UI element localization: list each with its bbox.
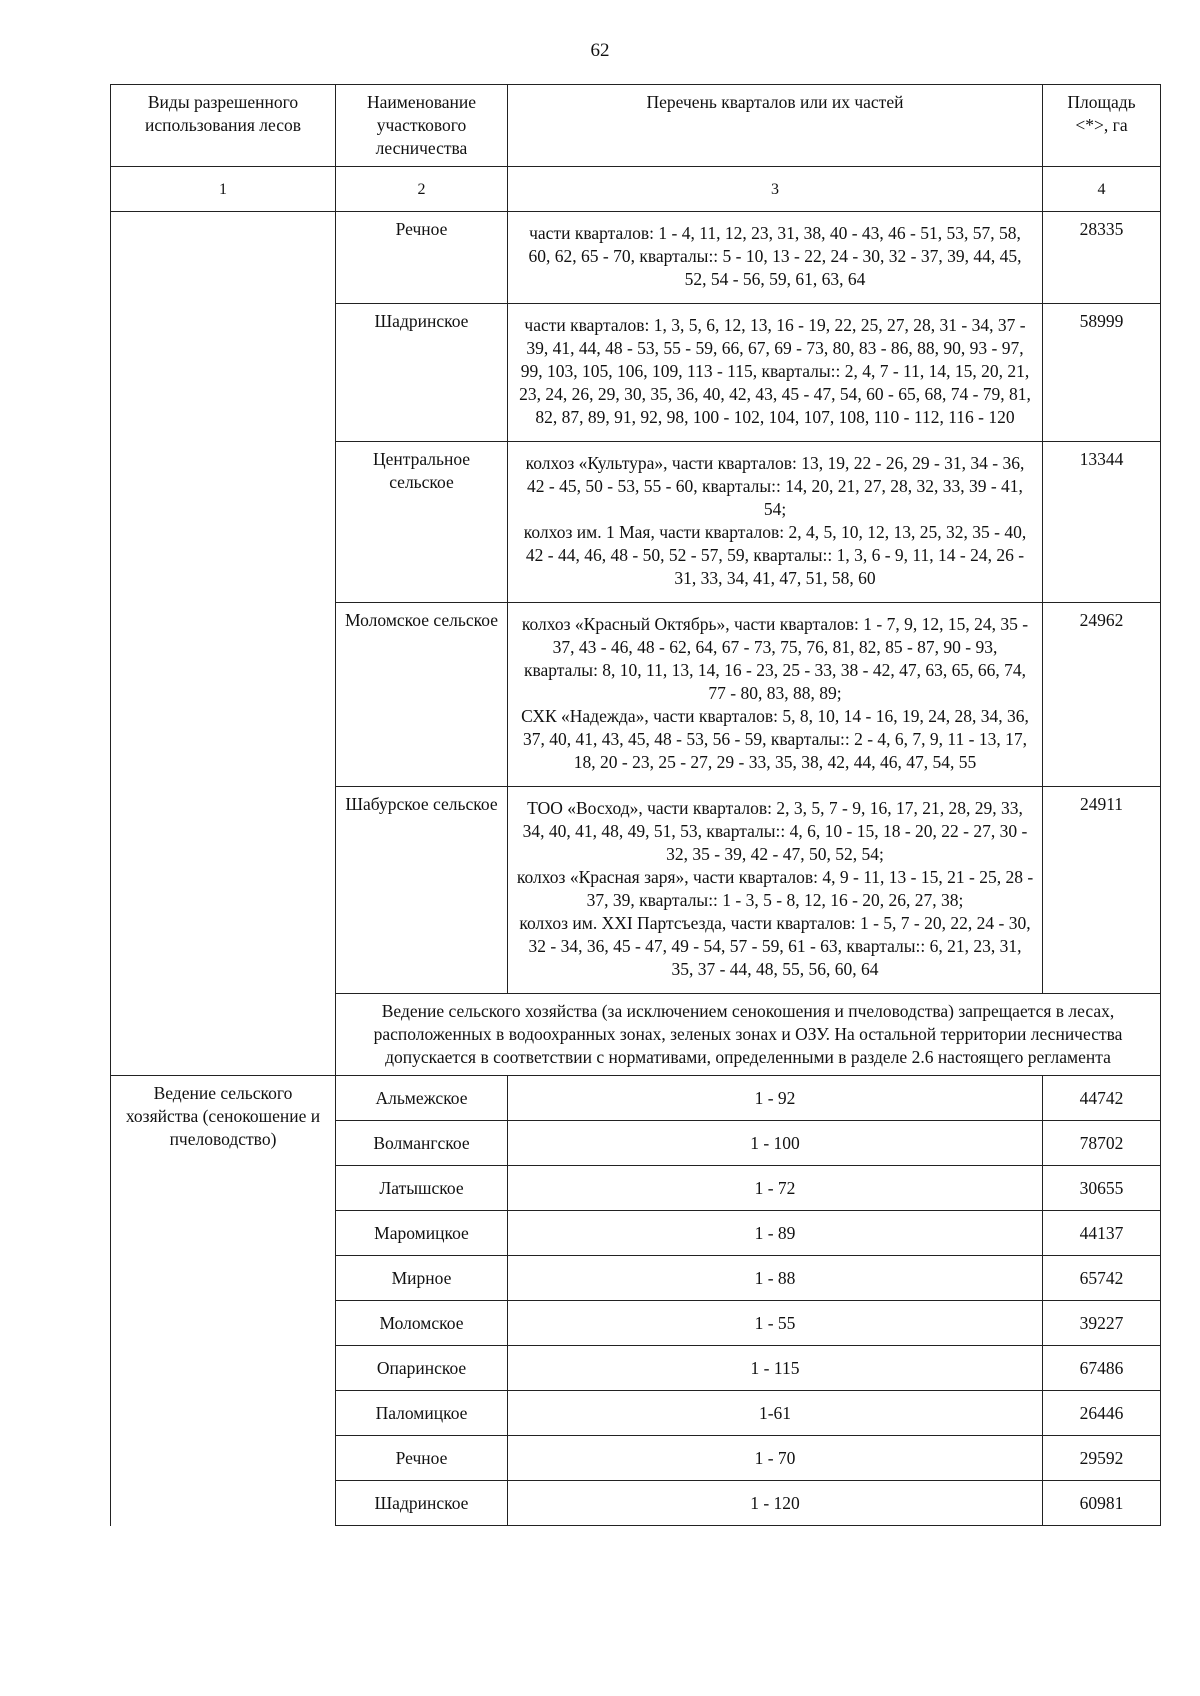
table-row — [111, 1076, 1161, 1121]
quarters-range: 1 - 100 — [508, 1121, 1043, 1166]
quarters-range: 1 - 55 — [508, 1301, 1043, 1346]
area-value: 44742 — [1043, 1076, 1161, 1121]
forestry-name: Моломское сельское — [336, 603, 508, 787]
quarters-entry: колхоз им. 1 Мая, части кварталов: 2, 4, 5, 10, 12, 13, 25, 32, 35 - 40, 42 - 44, 46, 48 - 50, 52 - 57, 59, кварталы:: 1, 3, 6 - 9, 11, 14 - 24, 26 - 31, 33, 34, 41, 47, 51, 58, 60 — [523, 522, 1027, 588]
forestry-name: Волмангское — [336, 1121, 508, 1166]
quarters-list — [508, 304, 1043, 442]
quarters-entry: ТОО «Восход», части кварталов: 2, 3, 5, 7 - 9, 16, 17, 21, 28, 29, 33, 34, 40, 41, 48, 49, 51, 53, кварталы:: 4, 6, 10 - 15, 18 - 20, 22 - 27, 30 - 32, 35 - 39, 42 - 47, 50, 52, 54; — [522, 798, 1028, 864]
header-use-type: Виды разрешенного использования лесов — [111, 85, 336, 167]
column-number: 3 — [508, 167, 1043, 212]
quarters-range: 1 - 70 — [508, 1436, 1043, 1481]
use-type-cell-empty — [111, 212, 336, 1076]
forestry-name: Паломицкое — [336, 1391, 508, 1436]
column-number: 4 — [1043, 167, 1161, 212]
quarters-range: 1 - 120 — [508, 1481, 1043, 1526]
area-value: 24962 — [1043, 603, 1161, 787]
area-value: 29592 — [1043, 1436, 1161, 1481]
quarters-entry: колхоз «Красная заря», части кварталов: 4, 9 - 11, 13 - 15, 21 - 25, 28 - 37, 39, кварталы:: 1 - 3, 5 - 8, 12, 16 - 20, 26, 27, 38; — [516, 867, 1034, 910]
area-value: 24911 — [1043, 787, 1161, 994]
table-row — [111, 212, 1161, 304]
quarters-list — [508, 787, 1043, 994]
area-value: 78702 — [1043, 1121, 1161, 1166]
forestry-name: Маромицкое — [336, 1211, 508, 1256]
area-value: 65742 — [1043, 1256, 1161, 1301]
area-value: 13344 — [1043, 442, 1161, 603]
column-number-row — [111, 167, 1161, 212]
column-number: 1 — [111, 167, 336, 212]
area-value: 26446 — [1043, 1391, 1161, 1436]
column-number: 2 — [336, 167, 508, 212]
use-type-label: Ведение сельского хозяйства (сенокошение и пчеловодство) — [111, 1076, 336, 1526]
forestry-name: Альмежское — [336, 1076, 508, 1121]
forestry-name: Шабурское сельское — [336, 787, 508, 994]
header-row — [111, 85, 1161, 167]
forestry-name: Речное — [336, 212, 508, 304]
quarters-range: 1 - 88 — [508, 1256, 1043, 1301]
quarters-entry: колхоз «Культура», части кварталов: 13, 19, 22 - 26, 29 - 31, 34 - 36, 42 - 45, 50 - 53, 55 - 60, кварталы:: 14, 20, 21, 27, 28, 32, 33, 39 - 41, 54; — [525, 453, 1025, 519]
forestry-name: Опаринское — [336, 1346, 508, 1391]
forestry-name: Моломское — [336, 1301, 508, 1346]
quarters-range: 1-61 — [508, 1391, 1043, 1436]
area-value: 39227 — [1043, 1301, 1161, 1346]
quarters-entry: СХК «Надежда», части кварталов: 5, 8, 10, 14 - 16, 19, 24, 28, 34, 36, 37, 40, 41, 43, 45, 48 - 53, 56 - 59, кварталы:: 2 - 4, 6, 7, 9, 11 - 13, 17, 18, 20 - 23, 25 - 27, 29 - 33, 35, 38, 42, 44, 46, 47, 54, 55 — [521, 706, 1029, 772]
area-value: 58999 — [1043, 304, 1161, 442]
forestry-name: Мирное — [336, 1256, 508, 1301]
quarters-range: 1 - 115 — [508, 1346, 1043, 1391]
forestry-name: Шадринское — [336, 304, 508, 442]
quarters-list — [508, 603, 1043, 787]
quarters-entry: части кварталов: 1 - 4, 11, 12, 23, 31, 38, 40 - 43, 46 - 51, 53, 57, 58, 60, 62, 65 - 70, кварталы:: 5 - 10, 13 - 22, 24 - 30, 32 - 37, 39, 44, 45, 52, 54 - 56, 59, 61, 63, 64 — [528, 223, 1022, 289]
quarters-entry: колхоз им. XXI Партсъезда, части кварталов: 1 - 5, 7 - 20, 22, 24 - 30, 32 - 34, 36, 45 - 47, 49 - 54, 57 - 59, 61 - 63, кварталы:: 6, 21, 23, 31, 35, 37 - 44, 48, 55, 56, 60, 64 — [519, 913, 1031, 979]
forest-use-table — [110, 84, 1161, 1526]
area-value: 44137 — [1043, 1211, 1161, 1256]
area-value: 30655 — [1043, 1166, 1161, 1211]
header-area: Площадь <*>, га — [1043, 85, 1161, 167]
note-text: Ведение сельского хозяйства (за исключением сенокошения и пчеловодства) запрещается в лесах, расположенных в водоохранных зонах, зеленых зонах и ОЗУ. На остальной территории лесничества допускается в соответствии с нормативами, определенными в разделе 2.6 настоящего регламента — [336, 994, 1161, 1076]
quarters-list — [508, 442, 1043, 603]
quarters-entry: части кварталов: 1, 3, 5, 6, 12, 13, 16 - 19, 22, 25, 27, 28, 31 - 34, 37 - 39, 41, 44, 48 - 53, 55 - 59, 66, 67, 69 - 73, 80, 83 - 86, 88, 90, 93 - 97, 99, 103, 105, 106, 109, 113 - 115, кварталы:: 2, 4, 7 - 11, 14, 15, 20, 21, 23, 24, 26, 29, 30, 35, 36, 40, 42, 43, 45 - 47, 54, 60 - 65, 68, 74 - 79, 81, 82, 87, 89, 91, 92, 98, 100 - 102, 104, 107, 108, 110 - 112, 116 - 120 — [519, 315, 1031, 427]
quarters-range: 1 - 72 — [508, 1166, 1043, 1211]
header-forestry-name: Наименование участкового лесничества — [336, 85, 508, 167]
quarters-list — [508, 212, 1043, 304]
forestry-name: Шадринское — [336, 1481, 508, 1526]
quarters-range: 1 - 89 — [508, 1211, 1043, 1256]
forestry-name: Речное — [336, 1436, 508, 1481]
header-quarters-list: Перечень кварталов или их частей — [508, 85, 1043, 167]
area-value: 28335 — [1043, 212, 1161, 304]
area-value: 60981 — [1043, 1481, 1161, 1526]
forestry-name: Центральное сельское — [336, 442, 508, 603]
forestry-name: Латышское — [336, 1166, 508, 1211]
area-value: 67486 — [1043, 1346, 1161, 1391]
page-number: 62 — [590, 40, 610, 61]
quarters-entry: колхоз «Красный Октябрь», части кварталов: 1 - 7, 9, 12, 15, 24, 35 - 37, 43 - 46, 48 - 62, 64, 67 - 73, 75, 76, 81, 82, 85 - 87, 90 - 93, кварталы: 8, 10, 11, 13, 14, 16 - 23, 25 - 33, 38 - 42, 47, 63, 65, 66, 74, 77 - 80, 83, 88, 89; — [521, 614, 1029, 703]
quarters-range: 1 - 92 — [508, 1076, 1043, 1121]
